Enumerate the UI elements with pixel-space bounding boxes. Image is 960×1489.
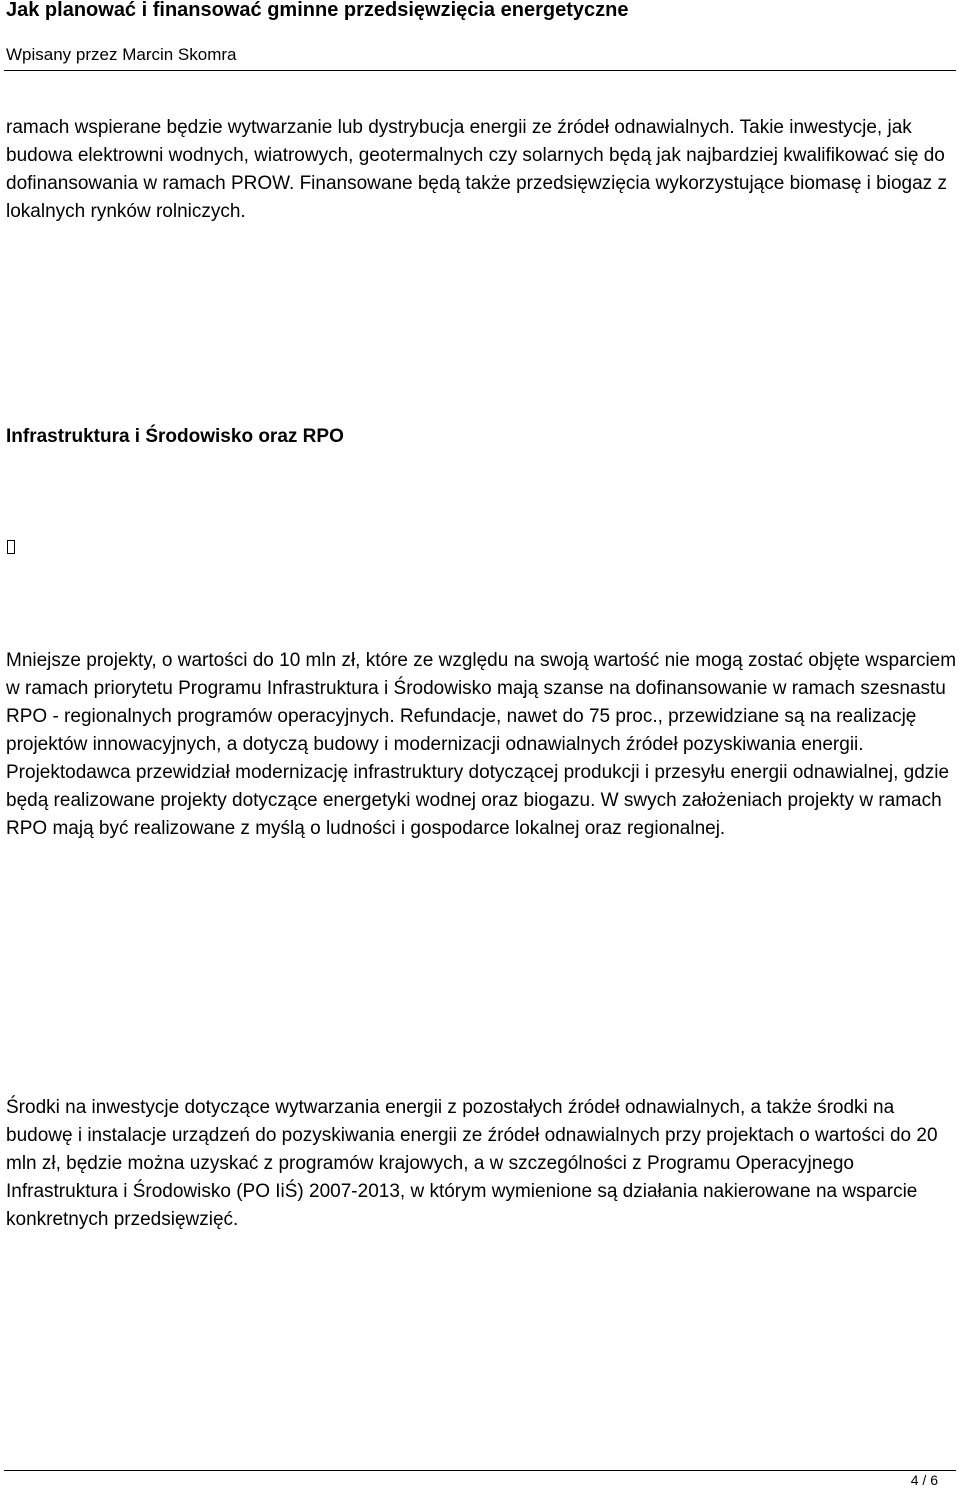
section-heading: Infrastruktura i Środowisko oraz RPO: [6, 426, 344, 447]
document-title: Jak planować i finansować gminne przedsięwzięcia energetyczne: [6, 0, 629, 21]
page-number: 4 / 6: [910, 1472, 938, 1488]
author-line: Wpisany przez Marcin Skomra: [6, 45, 237, 64]
header-divider: [4, 70, 956, 71]
footer-divider: [4, 1470, 956, 1471]
missing-glyph-icon: [7, 540, 15, 554]
paragraph-prow: ramach wspierane będzie wytwarzanie lub dystrybucja energii ze źródeł odnawialnych. Takie inwestycje, jak budowa elektrowni wodnych, wiatrowych, geotermalnych czy solarnych będą jak najbardziej kwalifikować się do dofinansowania w ramach PROW. Finansowane będą także przedsięwzięcia wykorzystujące biomasę i biogaz z lokalnych rynków rolniczych.: [6, 117, 947, 222]
paragraph-po-iis: Środki na inwestycje dotyczące wytwarzania energii z pozostałych źródeł odnawialnych, a także środki na budowę i instalacje urządzeń do pozyskiwania energii ze źródeł odnawialnych przy projektach o wartości do 20 mln zł, będzie można uzyskać z programów krajowych, a w szczególności z Programu Operacyjnego Infrastruktura i Środowisko (PO IiŚ) 2007-2013, w którym wymienione są działania nakierowane na wsparcie konkretnych przedsięwzięć.: [6, 1097, 938, 1230]
paragraph-rpo: Mniejsze projekty, o wartości do 10 mln zł, które ze względu na swoją wartość nie mogą zostać objęte wsparciem w ramach priorytetu Programu Infrastruktura i Środowisko mają szanse na dofinansowanie w ramach szesnastu RPO - regionalnych programów operacyjnych. Refundacje, nawet do 75 proc., przewidziane są na realizację projektów innowacyjnych, a dotyczą budowy i modernizacji odnawialnych źródeł pozyskiwania energii. Projektodawca przewidział modernizację infrastruktury dotyczącej produkcji i przesyłu energii odnawialnej, gdzie będą realizowane projekty dotyczące energetyki wodnej oraz biogazu. W swych założeniach projekty w ramach RPO mają być realizowane z myślą o ludności i gospodarce lokalnej oraz regionalnej.: [6, 650, 957, 839]
